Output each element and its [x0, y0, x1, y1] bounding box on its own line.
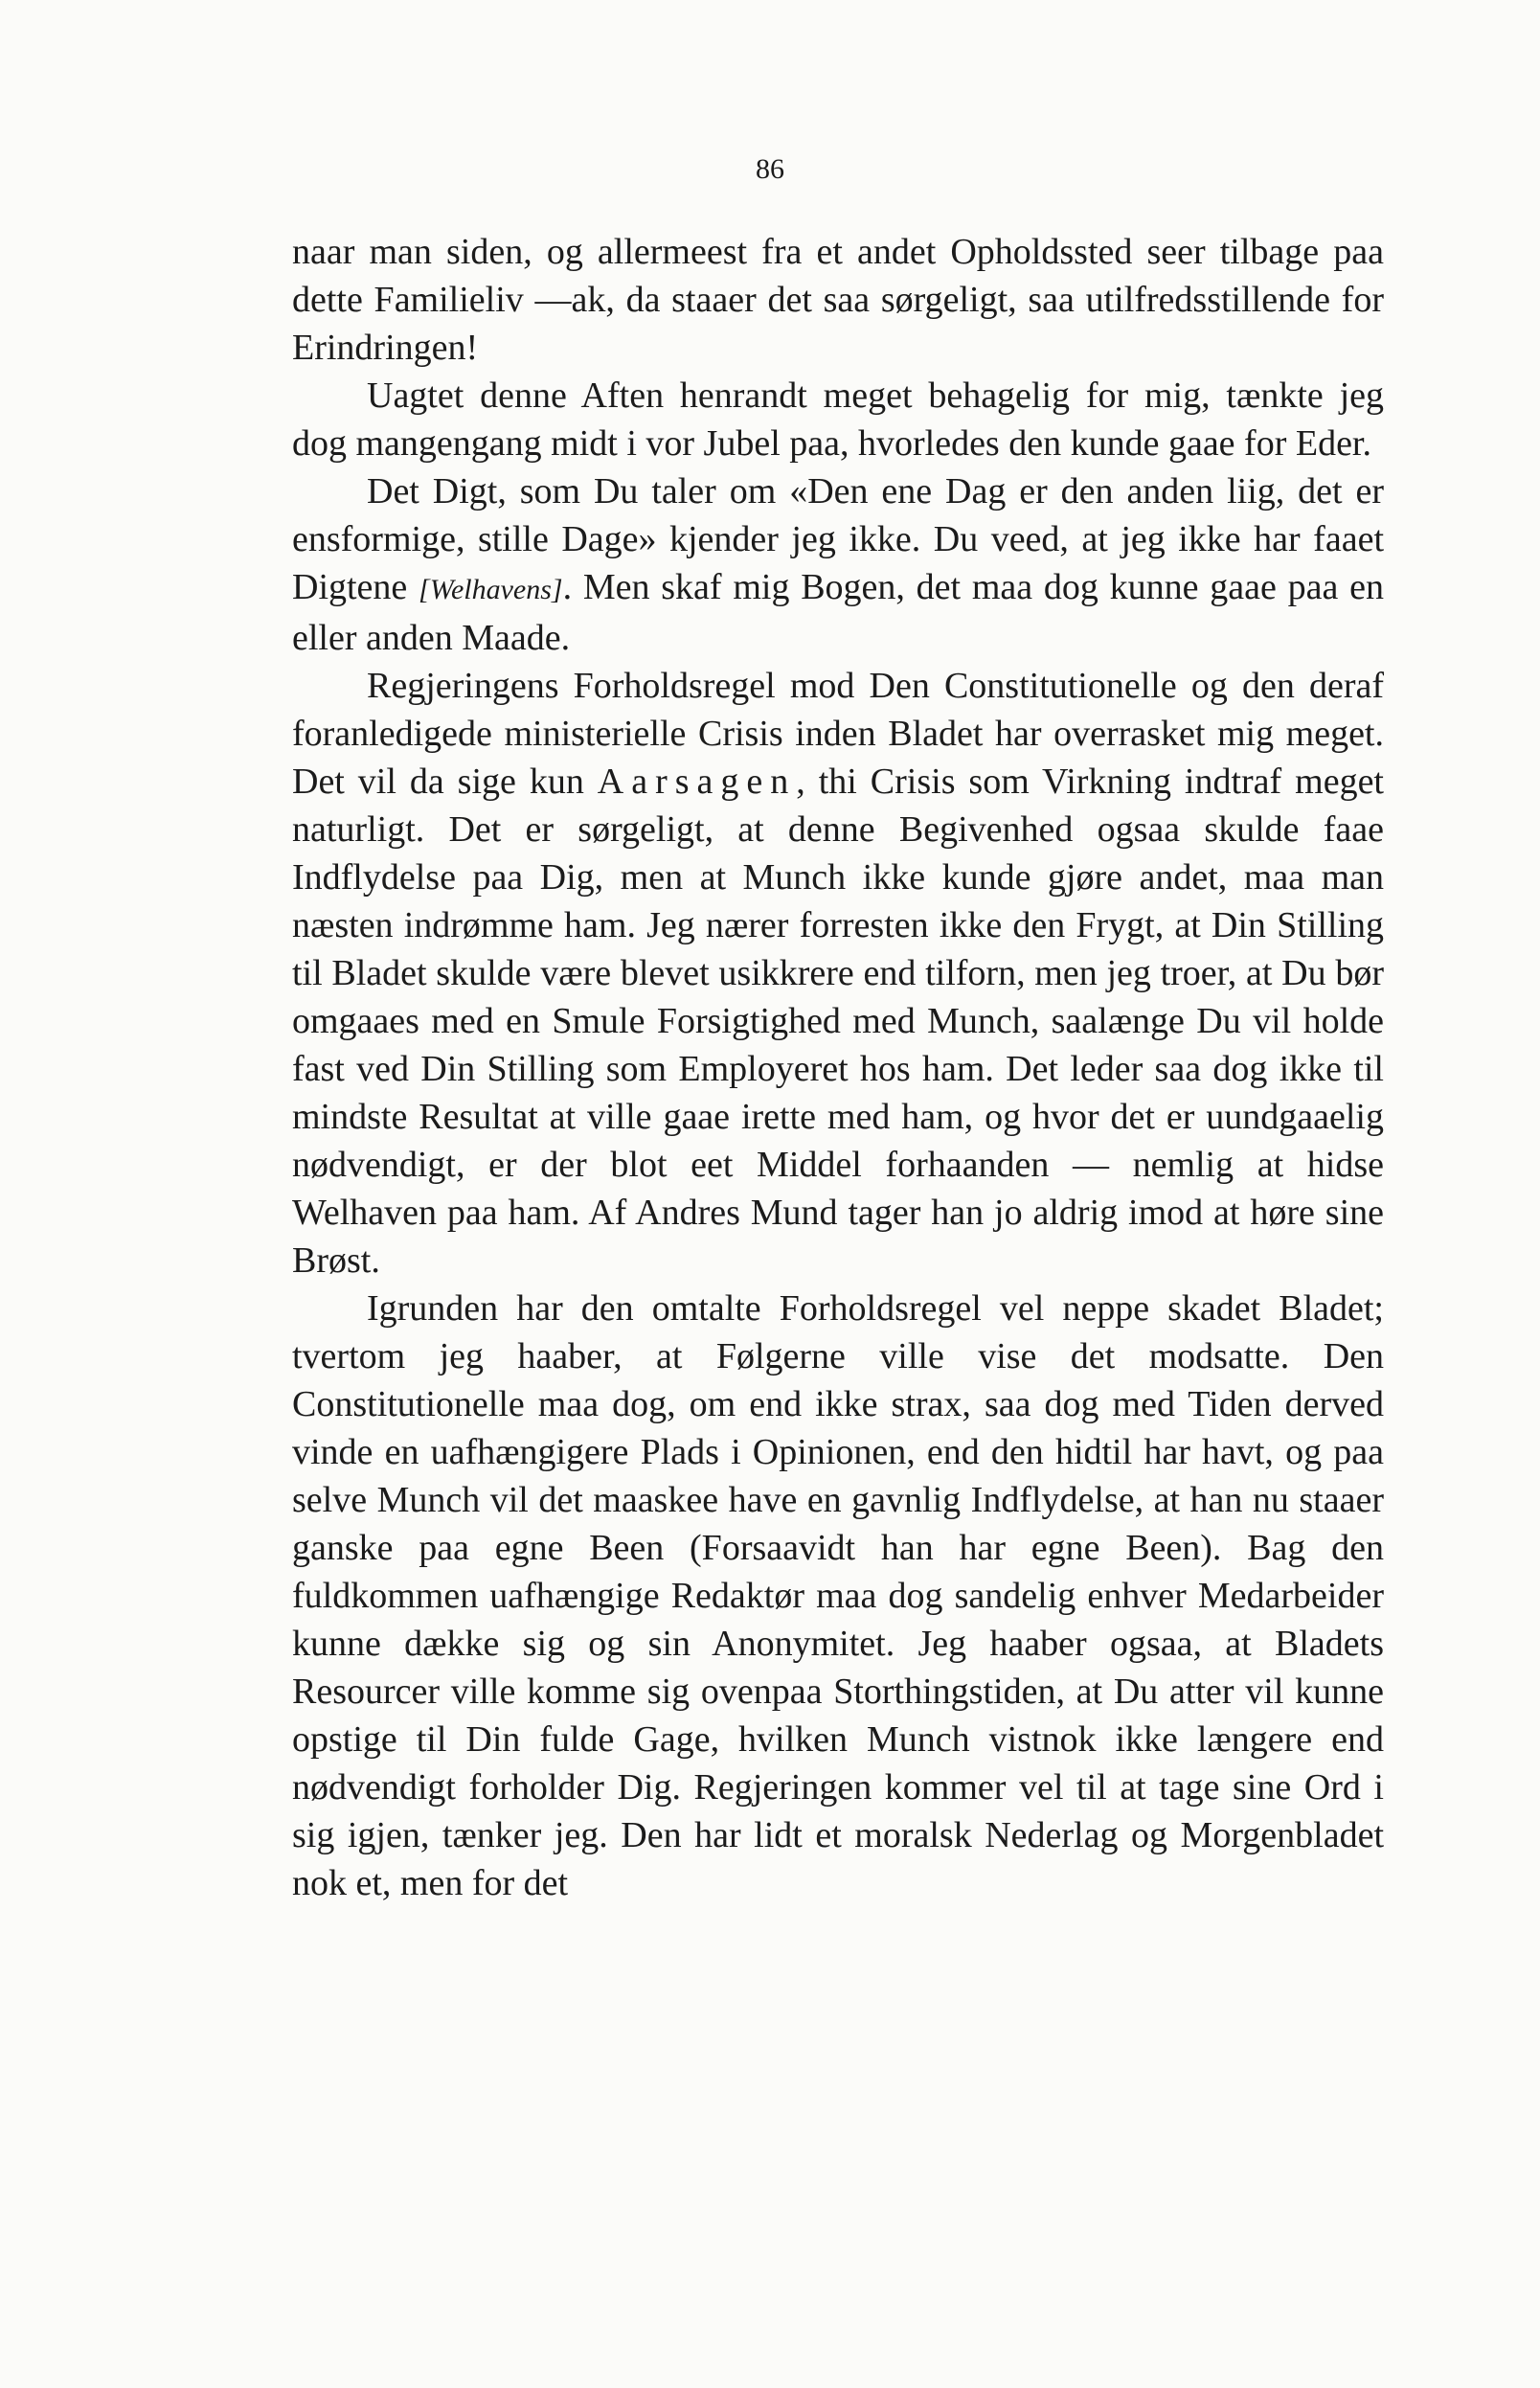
paragraph-3-text-b: . Men skaf mig Bogen, det maa dog kunne gaae paa en eller anden Maade.	[292, 567, 1384, 658]
paragraph-3-text-a: Det Digt, som Du taler om «Den ene Dag er den anden liig, det er ensformige, stille Dage» kjender jeg ikke. Du veed, at jeg ikke har faaet Digtene	[292, 471, 1384, 607]
letter-body	[292, 228, 1384, 1907]
paragraph-4-text-b: , thi Crisis som Virkning indtraf meget naturligt. Det er sørgeligt, at denne Begivenhed ogsaa skulde faae Indflydelse paa Dig, men at Munch ikke kunde gjøre andet, maa man næsten indrømme ham. Jeg nærer forresten ikke den Frygt, at Din Stilling til Bladet skulde være blevet usikkrere end tilforn, men jeg troer, at Du bør omgaaes med en Smule Forsigtighed med Munch, saalænge Du vil holde fast ved Din Stilling som Employeret hos ham. Det leder saa dog ikke til mindste Resultat at ville gaae irette med ham, og hvor det er uundgaaelig nødvendigt, er der blot eet Middel forhaanden — nemlig at hidse Welhaven paa ham. Af Andres Mund tager han jo aldrig imod at høre sine Brøst.	[292, 762, 1384, 1281]
paragraph-1-text: naar man siden, og allermeest fra et andet Opholdssted seer tilbage paa dette Familieliv —ak, da staaer det saa sørgeligt, saa utilfredsstillende for Erindringen!	[292, 232, 1384, 368]
editorial-note: [Welhavens]	[419, 574, 563, 605]
paragraph-5	[292, 1285, 1384, 1907]
paragraph-2	[292, 372, 1384, 467]
paragraph-1	[292, 228, 1384, 372]
paragraph-2-text: Uagtet denne Aften henrandt meget behagelig for mig, tænkte jeg dog mangengang midt i vor Jubel paa, hvorledes den kunde gaae for Eder.	[292, 375, 1384, 464]
paragraph-3	[292, 467, 1384, 662]
page-number: 86	[756, 153, 784, 185]
paragraph-4-text-a: Regjeringens Forholdsregel mod Den Constitutionelle og den deraf foranledigede ministerielle Crisis inden Bladet har overrasket mig meget. Det vil da sige kun	[292, 666, 1384, 802]
paragraph-4	[292, 662, 1384, 1285]
spaced-emphasis: Aarsagen	[597, 762, 797, 802]
paragraph-5-text: Igrunden har den omtalte Forholdsregel vel neppe skadet Bladet; tvertom jeg haaber, at Følgerne ville vise det modsatte. Den Constitutionelle maa dog, om end ikke strax, saa dog med Tiden derved vinde en uafhængigere Plads i Opinionen, end den hidtil har havt, og paa selve Munch vil det maaskee have en gavnlig Indflydelse, at han nu staaer ganske paa egne Been (Forsaavidt han har egne Been). Bag den fuldkommen uafhængige Redaktør maa dog sandelig enhver Medarbeider kunne dække sig og sin Anonymitet. Jeg haaber ogsaa, at Bladets Resourcer ville komme sig ovenpaa Storthingstiden, at Du atter vil kunne opstige til Din fulde Gage, hvilken Munch vistnok ikke længere end nødvendigt forholder Dig. Regjeringen kommer vel til at tage sine Ord i sig igjen, tænker jeg. Den har lidt et moralsk Nederlag og Morgenbladet nok et, men for det	[292, 1288, 1384, 1903]
